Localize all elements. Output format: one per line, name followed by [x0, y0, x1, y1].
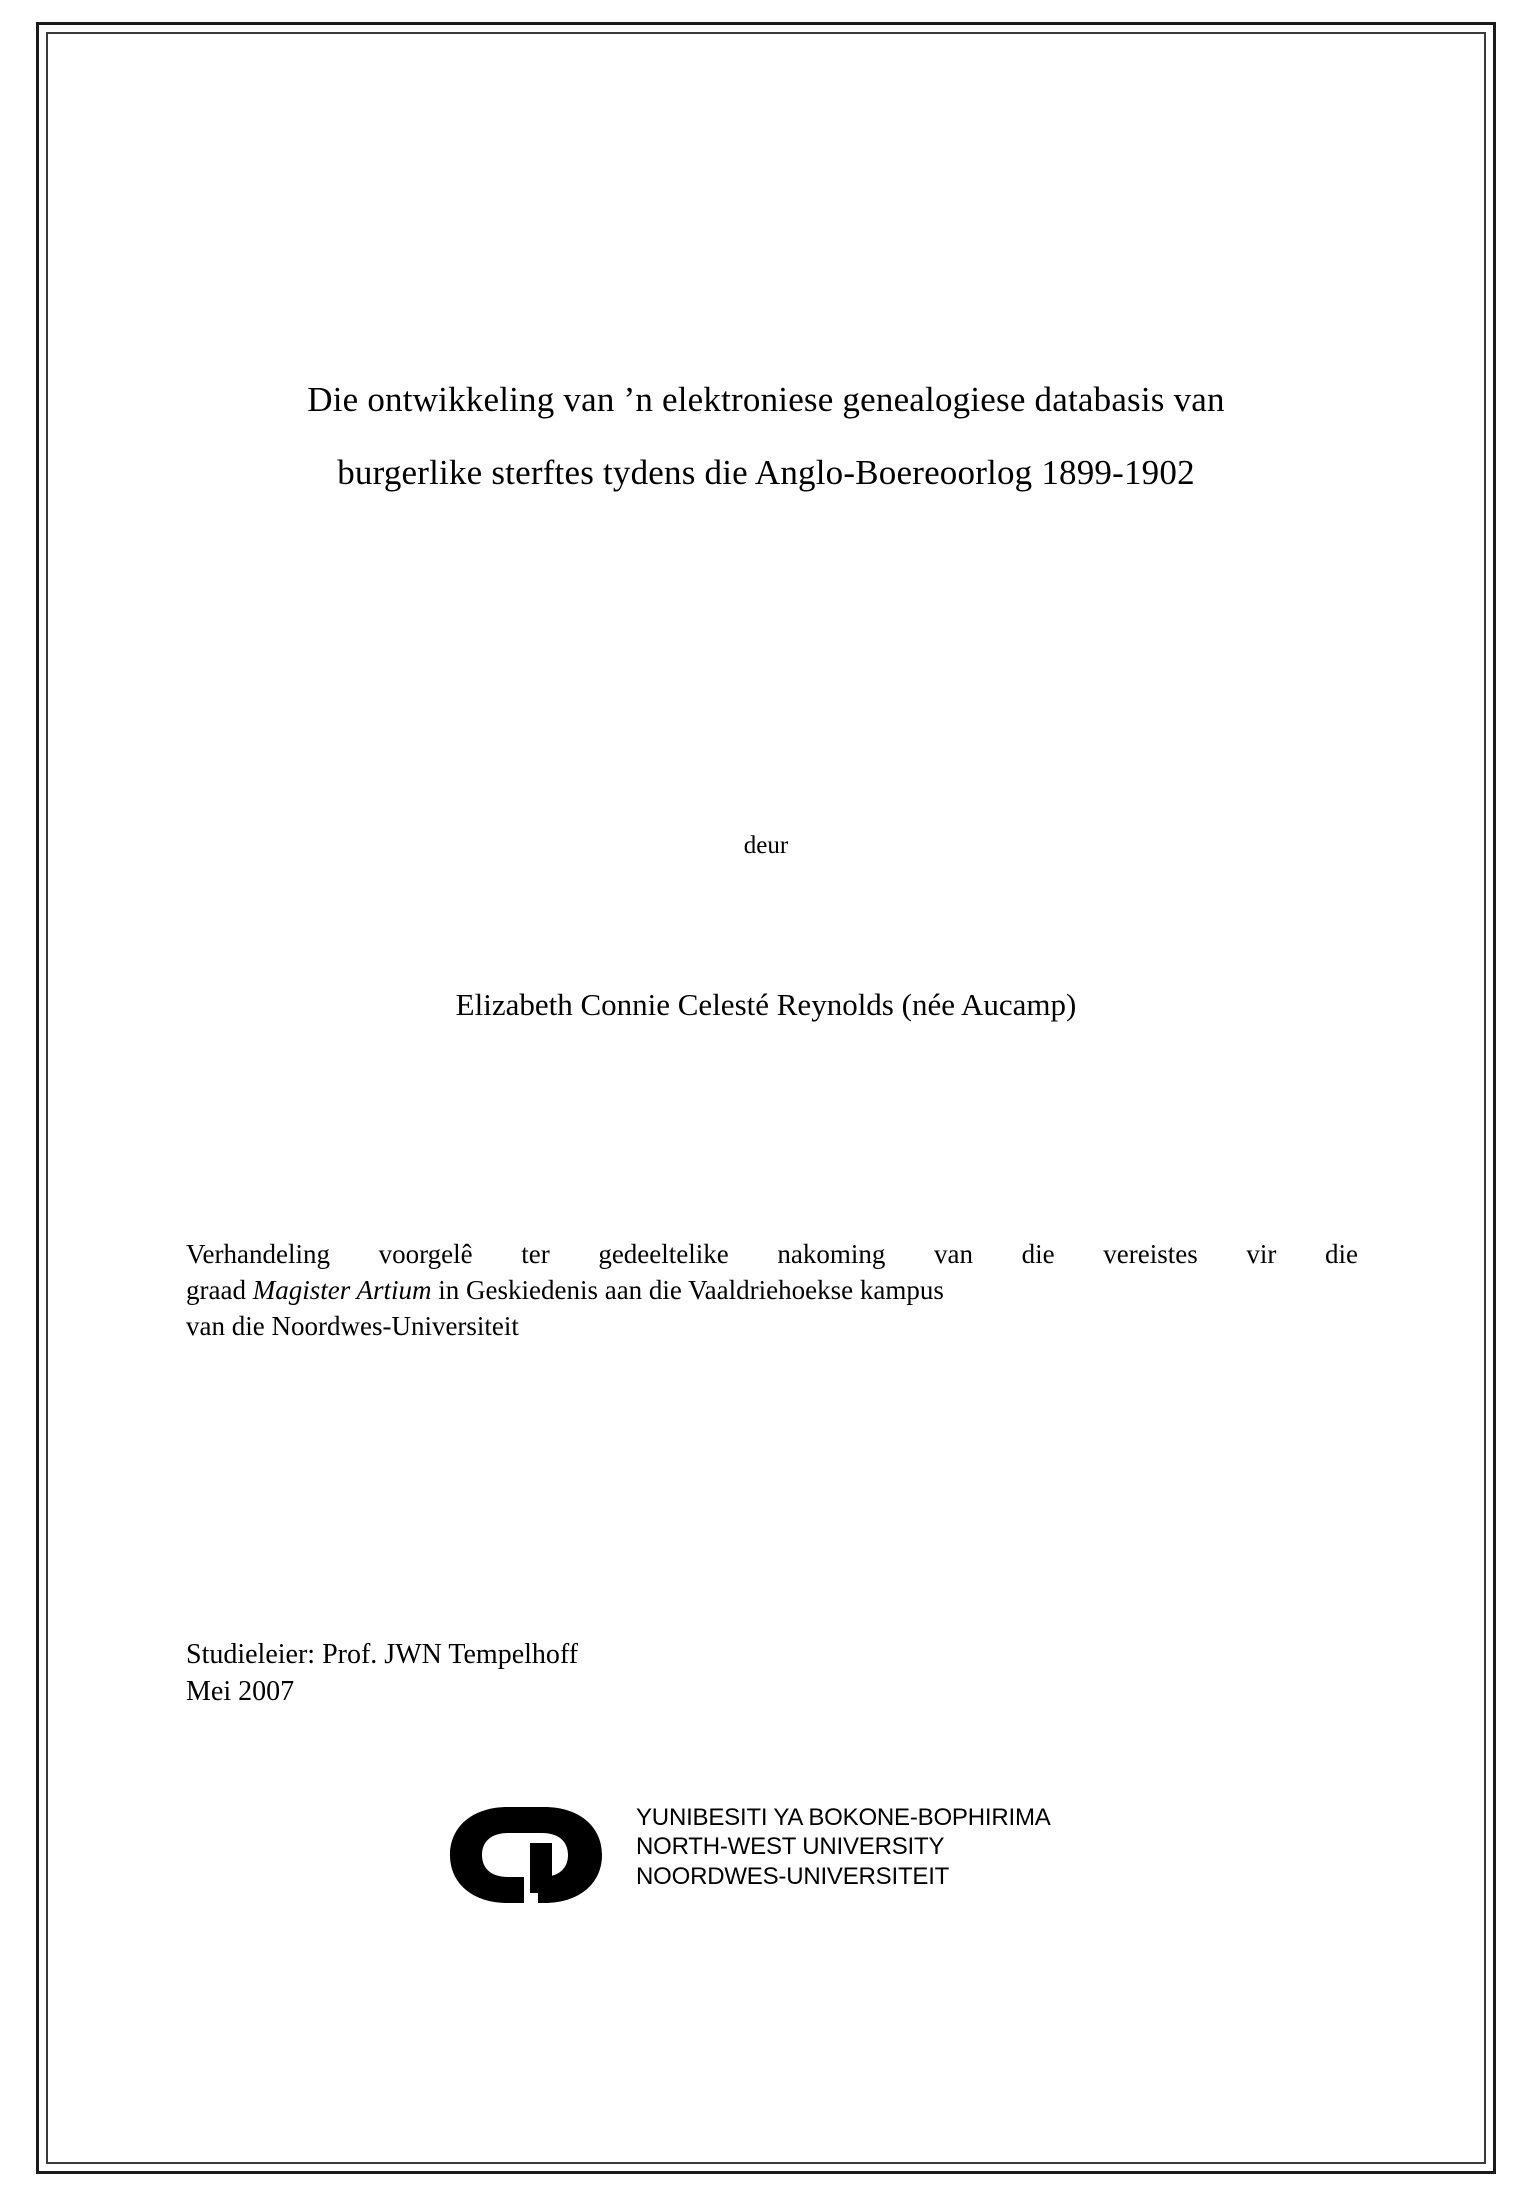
page-title — [186, 382, 1346, 490]
degree-name: Magister Artium — [252, 1274, 432, 1305]
supervisor-block — [186, 1637, 1186, 1711]
logo-text-line-2: NORTH-WEST UNIVERSITY — [636, 1833, 945, 1861]
nwu-logo-icon — [446, 1803, 626, 1907]
by-label: deur — [743, 832, 789, 859]
statement-line-2-pre: graad — [186, 1274, 253, 1305]
logo-text-line-3: NOORDWES-UNIVERSITEIT — [636, 1862, 950, 1890]
title-line-2: burgerlike sterftes tydens die Anglo-Boereoorlog 1899-1902 — [337, 453, 1195, 492]
statement-line-2-post: in Geskiedenis aan die Vaaldriehoekse kampus — [431, 1274, 944, 1305]
supervisor-name: Studieleier: Prof. JWN Tempelhoff — [186, 1639, 579, 1670]
logo-text-line-1: YUNIBESITI YA BOKONE-BOPHIRIMA — [636, 1804, 1051, 1831]
page-content — [46, 32, 1486, 2164]
title-line-1: Die ontwikkeling van ’n elektroniese genealogiese databasis van — [307, 380, 1225, 419]
submission-date: Mei 2007 — [186, 1675, 295, 1707]
university-logo — [446, 1797, 1146, 1917]
logo-text-block — [636, 1803, 1051, 1891]
statement-line-1: Verhandeling voorgelê ter gedeeltelike nakoming van die vereistes vir die — [186, 1239, 1358, 1269]
statement-line-3: van die Noordwes-Universiteit — [186, 1310, 519, 1341]
author-name: Elizabeth Connie Celesté Reynolds (née Aucamp) — [455, 987, 1077, 1022]
statement-line-2 — [186, 1273, 1358, 1309]
degree-statement — [186, 1237, 1358, 1345]
